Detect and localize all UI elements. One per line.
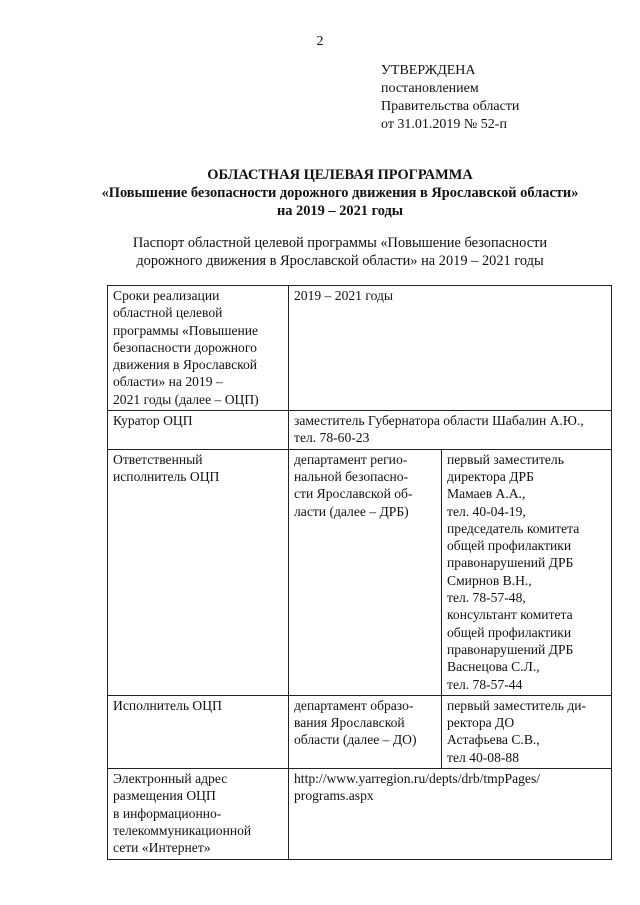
row-label-cell [108,769,289,859]
program-title [60,166,620,220]
cell-line: телекоммуникационной [113,822,252,838]
cell-line: председатель комитета [447,520,580,536]
cell-line: вания Ярославской [294,715,405,731]
cell-line: тел. 78-57-48, [447,590,526,606]
program-url-line: programs.aspx [294,788,374,804]
contacts-cell [442,695,612,768]
cell-line: Мамаев А.А., [447,486,526,502]
cell-line: Астафьева С.В., [447,732,540,748]
cell-line: движения в Ярославской [113,357,258,373]
row-label-cell [108,286,289,411]
cell-line: общей профилактики [447,624,572,640]
passport-heading-line-2: дорожного движения в Ярославской области» на 2019 – 2021 годы [136,253,544,269]
cell-line: департамент образо- [294,697,414,713]
table-row [108,286,612,411]
program-url-cell [289,769,612,859]
approval-line-resolution: постановлением [381,81,479,96]
cell-line: сти Ярославской об- [294,486,413,502]
table-row [108,769,612,859]
cell-line: правонарушений ДРБ [447,641,574,657]
cell-line: Сроки реализации [113,288,220,303]
contacts-cell [442,449,612,695]
cell-line: Смирнов В.Н., [447,572,532,588]
row-label-cell [108,449,289,695]
cell-line: тел. 78-57-44 [447,676,523,692]
cell-line: ректора ДО [447,715,515,731]
passport-heading-line-1: Паспорт областной целевой программы «Повышение безопасности [132,235,548,251]
passport-table [107,285,612,860]
cell-line: Электронный адрес [113,771,228,787]
approval-line-government: Правительства области [381,99,520,114]
cell-line: заместитель Губернатора области Шабалин А.Ю., [294,413,584,429]
cell-line: области» на 2019 – [113,374,223,390]
cell-line: консультант комитета [447,607,573,623]
cell-line: областной целевой [113,305,223,321]
table-row [108,411,612,450]
cell-line: тел. 78-60-23 [294,430,370,446]
cell-line: области (далее – ДО) [294,732,417,748]
cell-line: безопасности дорожного [113,339,257,355]
program-title-line-3: на 2019 – 2021 годы [276,203,404,219]
program-title-line-1: ОБЛАСТНАЯ ЦЕЛЕВАЯ ПРОГРАММА [207,167,473,183]
cell-line: тел. 40-04-19, [447,503,526,519]
approval-stamp [381,62,621,134]
cell-line: исполнитель ОЦП [113,468,220,484]
cell-line: Исполнитель ОЦП [113,697,222,713]
row-value-cell [289,411,612,450]
row-label-cell [108,411,289,450]
cell-line: 2019 – 2021 годы [294,288,394,303]
cell-line: тел 40-08-88 [447,749,519,765]
passport-heading [60,234,620,270]
cell-line: 2021 годы (далее – ОЦП) [113,391,259,407]
cell-line: в информационно- [113,805,222,821]
table-row [108,695,612,768]
cell-line: нальной безопасно- [294,468,409,484]
row-value-cell [289,286,612,411]
row-label-cell [108,695,289,768]
cell-line: департамент регио- [294,451,408,467]
cell-line: Куратор ОЦП [113,413,193,429]
approval-line-date: от 31.01.2019 № 52-п [381,117,507,132]
cell-line: общей профилактики [447,538,572,554]
department-cell [289,695,442,768]
table-row [108,449,612,695]
cell-line: правонарушений ДРБ [447,555,574,571]
cell-line: Ответственный [113,451,203,467]
program-title-line-2: «Повышение безопасности дорожного движения в Ярославской области» [101,185,579,201]
cell-line: директора ДРБ [447,468,534,484]
cell-line: ласти (далее – ДРБ) [294,503,409,519]
cell-line: первый заместитель ди- [447,697,587,713]
cell-line: сети «Интернет» [113,840,211,856]
cell-line: Васнецова С.Л., [447,659,540,675]
cell-line: размещения ОЦП [113,788,216,804]
page-number: 2 [316,34,324,49]
cell-line: программы «Повышение [113,322,259,338]
approval-line-approved: УТВЕРЖДЕНА [381,63,476,78]
department-cell [289,449,442,695]
cell-line: первый заместитель [447,451,564,467]
program-url-line: http://www.yarregion.ru/depts/drb/tmpPages/ [294,771,541,787]
